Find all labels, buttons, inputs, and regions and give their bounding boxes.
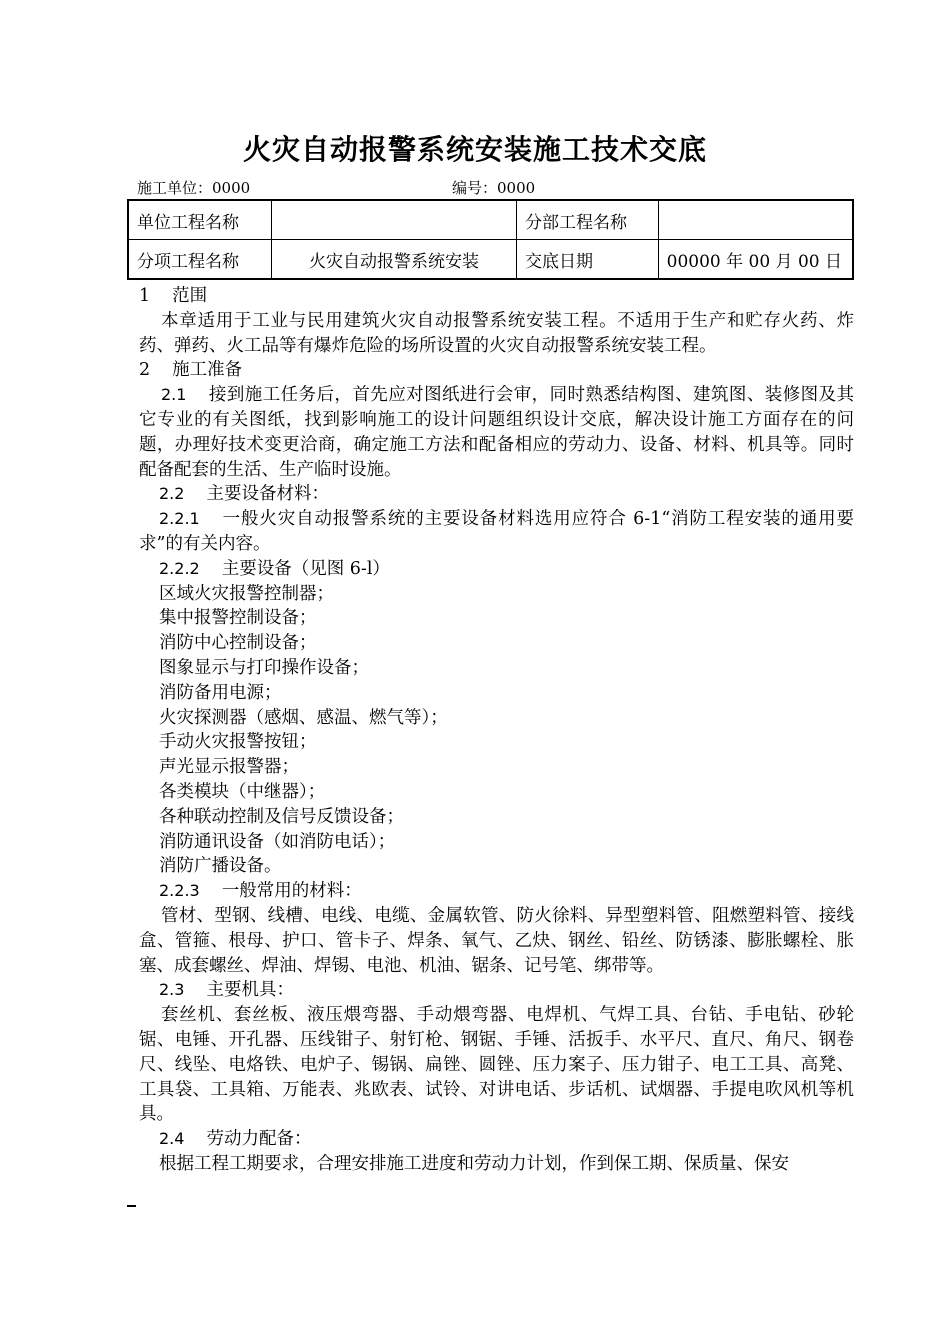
subsection-heading: [139, 1127, 854, 1152]
list-item: 手动火灾报警按钮；: [159, 732, 317, 753]
table-row: [128, 200, 853, 240]
division-project-label: 分部工程名称: [517, 200, 659, 240]
unit-project-value: [272, 200, 517, 240]
section-number: 2.2.2: [159, 558, 200, 578]
section-heading: [139, 358, 854, 383]
section-title: 主要设备材料：: [206, 484, 329, 505]
section-number: 2: [139, 360, 151, 381]
section-title: 一般常用的材料：: [221, 881, 362, 902]
project-info-table: [127, 199, 854, 280]
division-project-value: [658, 200, 853, 240]
list-item: 区域火灾报警控制器；: [159, 583, 334, 604]
section-paragraph: [139, 507, 854, 557]
section-text: 一般火灾自动报警系统的主要设备材料选用应符合 6-1“消防工程安装的通用要求”的有关内容。: [139, 509, 854, 554]
section-title: 劳动力配备：: [206, 1129, 312, 1150]
subsection-heading: [139, 482, 854, 507]
section-title: 范围: [172, 286, 208, 306]
section-number: 2.3: [159, 980, 185, 1000]
page-edge-mark: [127, 1205, 136, 1207]
list-item: 消防备用电源；: [159, 682, 282, 703]
list-item: 火灾探测器（感烟、感温、燃气等）；: [159, 707, 448, 728]
section-paragraph: 根据工程工期要求，合理安排施工进度和劳动力计划，作到保工期、保质量、保安: [159, 1153, 789, 1174]
list-item: 声光显示报警器；: [159, 757, 299, 778]
section-heading: [139, 284, 854, 309]
section-number: 1: [139, 286, 151, 306]
list-item: 集中报警控制设备；: [159, 608, 317, 629]
unit-project-label: 单位工程名称: [128, 200, 272, 240]
serial-number: 编号：0000: [452, 179, 536, 197]
subsection-heading: [139, 978, 854, 1003]
section-text: 接到施工任务后，首先应对图纸进行会审，同时熟悉结构图、建筑图、装修图及其它专业的有关图纸，找到影响施工的设计问题组织设计交底，解决设计施工方面存在的问题，办理好技术变更洽商，确定施工方法和配备相应的劳动力、设备、材料、机具等。同时配备配套的生活、生产临时设施。: [139, 385, 854, 480]
list-item: 消防广播设备。: [159, 856, 282, 877]
section-number: 2.2.1: [159, 509, 200, 529]
list-item: 消防中心控制设备；: [159, 633, 317, 654]
section-paragraph: 管材、型钢、线槽、电线、电缆、金属软管、防火徐料、异型塑料管、阻燃塑料管、接线盒、管箍、根母、护口、管卡子、焊条、氧气、乙炔、钢丝、铅丝、防锈漆、膨胀螺栓、胀塞、成套螺丝、焊油、焊锡、电池、机油、锯条、记号笔、绑带等。: [139, 905, 854, 976]
section-paragraph: 本章适用于工业与民用建筑火灾自动报警系统安装工程。不适用于生产和贮存火药、炸药、弹药、火工品等有爆炸危险的场所设置的火灾自动报警系统安装工程。: [139, 310, 854, 356]
handover-date-label: 交底日期: [517, 240, 659, 280]
equipment-list: [139, 582, 854, 880]
list-item: 各种联动控制及信号反馈设备；: [159, 806, 404, 827]
subsection-heading: [139, 879, 854, 904]
section-number: 2.2: [159, 484, 185, 504]
subitem-project-value: 火灾自动报警系统安装: [272, 240, 517, 280]
section-title: 主要机具：: [206, 980, 294, 1001]
handover-date-value: 00000 年 00 月 00 日: [658, 240, 853, 280]
section-paragraph: 套丝机、套丝板、液压煨弯器、手动煨弯器、电焊机、气焊工具、台钻、手电钻、砂轮锯、电锤、开孔器、压线钳子、射钉枪、钢锯、手锤、活扳手、水平尺、直尺、角尺、钢卷尺、线坠、电烙铁、电炉子、锡锅、扁锉、圆锉、压力案子、压力钳子、电工工具、高凳、工具袋、工具箱、万能表、兆欧表、试铃、对讲电话、步话机、试烟器、手提电吹风机等机具。: [139, 1005, 854, 1125]
table-row: [128, 240, 853, 280]
list-item: 消防通讯设备（如消防电话）；: [159, 831, 396, 852]
document-body: [139, 284, 854, 1177]
section-number: 2.4: [159, 1129, 185, 1149]
section-title: 主要设备（见图 6-l）: [221, 558, 390, 579]
section-paragraph: [139, 383, 854, 482]
list-item: 各类模块（中继器）；: [159, 781, 326, 802]
subitem-project-label: 分项工程名称: [128, 240, 272, 280]
section-number: 2.1: [161, 385, 187, 405]
section-title: 施工准备: [172, 360, 243, 381]
list-item: 图象显示与打印操作设备；: [159, 657, 369, 678]
construction-unit: 施工单位：0000: [137, 179, 251, 197]
document-title: 火灾自动报警系统安装施工技术交底: [242, 133, 707, 166]
section-number: 2.2.3: [159, 881, 200, 901]
subsection-heading: [139, 557, 854, 582]
